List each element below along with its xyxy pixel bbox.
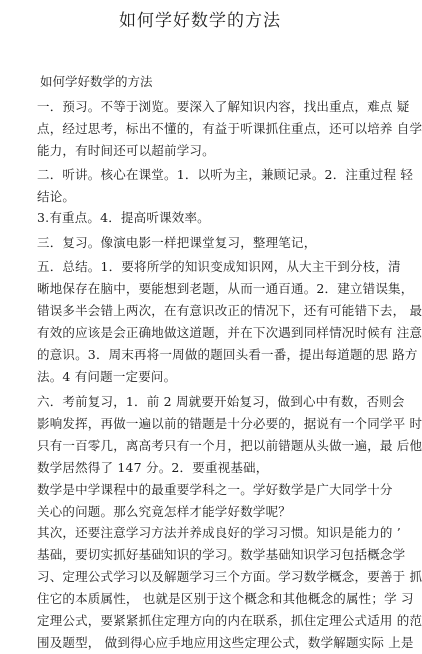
text-line: 能力，有时间还可以超前学习。 bbox=[37, 143, 215, 158]
section-subtitle: 如何学好数学的方法 bbox=[40, 74, 153, 89]
text-line: 错误多半会错上两次，在有意识改正的情况下，还有可能错下去， 最 bbox=[37, 303, 422, 318]
text-line: 五．总结。1．要将所学的知识变成知识网，从大主干到分枝，清 bbox=[37, 259, 401, 274]
text-line: 3.有重点。4．提高听课效率。 bbox=[37, 210, 210, 225]
text-line: 二．听讲。核心在课堂。1．以听为主，兼顾记录。2．注重过程 轻 bbox=[37, 167, 414, 182]
text-line: 数学居然得了 147 分。2．要重视基础， bbox=[37, 460, 269, 475]
paragraph-focus bbox=[37, 207, 369, 229]
text-line: 三．复习。像演电影一样把课堂复习，整理笔记， bbox=[37, 235, 317, 250]
text-line: 只有一百零几，离高考只有一个月，把以前错题从头做一遍，最 后他 bbox=[37, 438, 422, 453]
text-line: 定理公式，要紧紧抓住定理方向的内在联系，抓住定理公式适用 的范 bbox=[37, 613, 422, 628]
text-line: 影响发挥，再做一遍以前的错题是十分必要的，据说有一个同学平 时 bbox=[37, 416, 422, 431]
text-line: 有效的应该是会正确地做这道题，并在下次遇到同样情况时候有 注意 bbox=[37, 325, 422, 340]
text-line: 晰地保存在脑中，要能想到老题，从而一通百通。2．建立错误集， bbox=[37, 281, 414, 296]
text-line: 基础，要切实抓好基础知识的学习。数学基础知识学习包括概念学 bbox=[37, 547, 406, 562]
paragraph-exam-review bbox=[37, 391, 422, 479]
paragraph-summary bbox=[37, 256, 422, 388]
paragraph-review bbox=[37, 232, 369, 254]
document-title: 如何学好数学的方法 bbox=[119, 11, 281, 31]
text-line: 习、定理公式学习以及解题学习三个方面。学习数学概念，要善于 抓 bbox=[37, 569, 422, 584]
paragraph-importance bbox=[37, 479, 393, 523]
text-line: 数学是中学课程中的最重要学科之一。学好数学是广大同学十分 bbox=[37, 482, 393, 497]
text-line: 一．预习。不等于浏览。要深入了解知识内容，找出重点，难点 疑 bbox=[37, 99, 410, 114]
text-line: 点，经过思考，标出不懂的，有益于听课抓住重点，还可以培养 自学 bbox=[37, 121, 422, 136]
text-line: 住它的本质属性， 也就是区别于这个概念和其他概念的属性；学 习 bbox=[37, 591, 414, 606]
text-line: 其次，还要注意学习方法并养成良好的学习习惯。知识是能力的 ’ bbox=[37, 525, 401, 540]
paragraph-listening bbox=[37, 164, 414, 208]
paragraph-methods bbox=[37, 522, 422, 654]
text-line: 关心的问题。那么究竟怎样才能学好数学呢？ bbox=[37, 504, 292, 519]
paragraph-preview bbox=[37, 96, 422, 162]
text-line: 的意识。3．周末再将一周做的题回头看一番，提出每道题的思 路方 bbox=[37, 347, 418, 362]
text-line: 围及题型， 做到得心应手地应用这些定理公式，数学解题实际 上是 bbox=[37, 635, 414, 650]
text-line: 法。4 有问题一定要问。 bbox=[37, 369, 177, 384]
text-line: 六．考前复习，1．前 2 周就要开始复习，做到心中有数，否则会 bbox=[37, 394, 405, 409]
text-line: 结论。 bbox=[37, 189, 76, 204]
